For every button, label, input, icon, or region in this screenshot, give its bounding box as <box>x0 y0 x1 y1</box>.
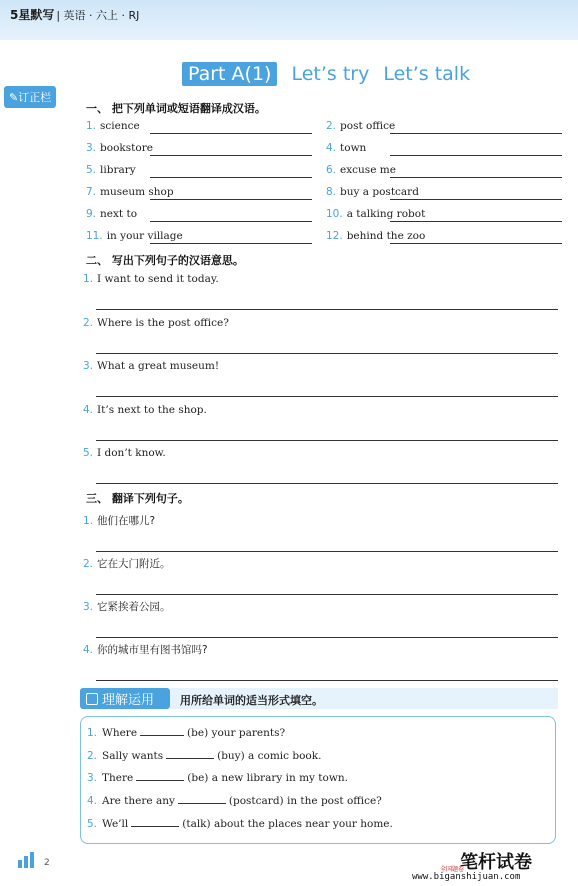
answer-line[interactable] <box>150 133 312 134</box>
vocab-text: a talking robot <box>346 208 426 220</box>
section4-instruction: 用所给单词的适当形式填空。 <box>180 694 323 707</box>
watermark-tiny: 全国题卷 <box>440 866 465 873</box>
watermark-name: 笔杆试卷 <box>460 852 532 873</box>
suffix-text: (talk) about the places near your home. <box>182 818 393 830</box>
item-number: 1. <box>83 515 94 527</box>
answer-line[interactable] <box>390 133 562 134</box>
section3-heading: 三、 翻译下列句子。 <box>86 492 189 505</box>
item-number: 2. <box>83 558 94 570</box>
item-number: 3. <box>87 772 98 784</box>
item-number: 4. <box>326 142 337 154</box>
vocab-item <box>326 230 425 242</box>
item-number: 11. <box>86 230 103 242</box>
item-number: 8. <box>326 186 337 198</box>
correction-tab: ✎订正栏 <box>4 86 56 108</box>
question-item <box>83 360 219 372</box>
answer-line[interactable] <box>390 243 562 244</box>
fill-item <box>87 727 285 739</box>
item-number: 1. <box>87 727 98 739</box>
item-number: 3. <box>86 142 97 154</box>
answer-line[interactable] <box>150 221 312 222</box>
vocab-item <box>326 142 366 154</box>
item-number: 12. <box>326 230 343 242</box>
prefix-text: We’ll <box>102 818 129 830</box>
suffix-text: (buy) a comic book. <box>217 750 322 762</box>
part-label: Part A(1) <box>182 62 277 86</box>
vocab-text: behind the zoo <box>346 230 426 242</box>
title-lets-talk: Let’s talk <box>383 63 471 85</box>
fill-item <box>87 795 382 807</box>
vocab-item <box>326 164 396 176</box>
item-number: 4. <box>87 795 98 807</box>
vocab-text: town <box>340 142 367 154</box>
item-number: 1. <box>86 120 97 132</box>
vocab-item <box>86 142 153 154</box>
answer-line[interactable] <box>150 243 312 244</box>
vocab-text: excuse me <box>340 164 396 176</box>
answer-line[interactable] <box>150 155 312 156</box>
vocab-item <box>86 230 183 242</box>
item-number: 5. <box>86 164 97 176</box>
answer-line[interactable] <box>96 637 558 638</box>
fill-item <box>87 818 393 830</box>
item-number: 2. <box>83 317 94 329</box>
prefix-text: Where <box>102 727 138 739</box>
title-lets-try: Let’s try <box>291 63 370 85</box>
vocab-text: post office <box>340 120 396 132</box>
section1-heading: 一、 把下列单词或短语翻译成汉语。 <box>86 102 266 115</box>
answer-line[interactable] <box>390 199 562 200</box>
suffix-text: (be) a new library in my town. <box>187 772 348 784</box>
question-text: 它紧挨着公园。 <box>97 601 171 613</box>
vocab-text: bookstore <box>100 142 153 154</box>
vocab-item <box>326 120 395 132</box>
pencil-icon <box>86 693 98 705</box>
vocab-item <box>86 120 140 132</box>
section4-badge: 理解运用 <box>80 688 170 709</box>
section2-heading: 二、 写出下列句子的汉语意思。 <box>86 254 244 267</box>
watermark-url: www.biganshijuan.com <box>412 872 521 882</box>
answer-line[interactable] <box>150 199 312 200</box>
blank-input[interactable] <box>178 803 226 804</box>
question-item <box>83 317 229 329</box>
item-number: 5. <box>87 818 98 830</box>
answer-line[interactable] <box>96 483 558 484</box>
fill-item <box>87 772 348 784</box>
question-text: 它在大门附近。 <box>97 558 171 570</box>
item-number: 4. <box>83 404 94 416</box>
item-number: 3. <box>83 601 94 613</box>
vocab-item <box>86 186 174 198</box>
answer-line[interactable] <box>96 353 558 354</box>
question-text: It’s next to the shop. <box>97 404 207 416</box>
vocab-item <box>326 186 419 198</box>
vocab-text: science <box>100 120 140 132</box>
item-number: 4. <box>83 644 94 656</box>
answer-line[interactable] <box>96 396 558 397</box>
vocab-item <box>326 208 425 220</box>
answer-line[interactable] <box>96 551 558 552</box>
answer-line[interactable] <box>96 309 558 310</box>
question-item <box>83 404 207 416</box>
footer-logo <box>18 852 50 868</box>
blank-input[interactable] <box>131 826 179 827</box>
question-text: 你的城市里有图书馆吗? <box>97 644 208 656</box>
question-item <box>83 273 219 285</box>
item-number: 1. <box>83 273 94 285</box>
question-text: Where is the post office? <box>97 317 229 329</box>
vocab-text: buy a postcard <box>340 186 419 198</box>
book-brand: 5星默写 | 英语 · 六上 · RJ <box>10 8 140 22</box>
item-number: 7. <box>86 186 97 198</box>
bars-icon <box>18 852 34 868</box>
answer-line[interactable] <box>150 177 312 178</box>
answer-line[interactable] <box>390 155 562 156</box>
fill-item <box>87 750 321 762</box>
prefix-text: Are there any <box>102 795 175 807</box>
question-text: I want to send it today. <box>97 273 219 285</box>
suffix-text: (postcard) in the post office? <box>228 795 382 807</box>
vocab-text: library <box>100 164 136 176</box>
question-item <box>83 556 171 571</box>
page-title <box>182 62 470 86</box>
blank-input[interactable] <box>136 780 184 781</box>
prefix-text: Sally wants <box>102 750 164 762</box>
item-number: 6. <box>326 164 337 176</box>
blank-input[interactable] <box>140 735 184 736</box>
answer-line[interactable] <box>96 680 558 681</box>
item-number: 5. <box>83 447 94 459</box>
vocab-text: museum shop <box>100 186 174 198</box>
question-item <box>83 599 171 614</box>
question-text: I don’t know. <box>97 447 166 459</box>
item-number: 10. <box>326 208 343 220</box>
vocab-item <box>86 164 136 176</box>
question-item <box>83 642 208 657</box>
item-number: 2. <box>326 120 337 132</box>
suffix-text: (be) your parents? <box>187 727 286 739</box>
page-number: 2 <box>44 858 50 868</box>
prefix-text: There <box>102 772 134 784</box>
question-item <box>83 447 166 459</box>
question-text: 他们在哪儿? <box>97 515 156 527</box>
answer-line[interactable] <box>96 440 558 441</box>
answer-line[interactable] <box>390 221 562 222</box>
item-number: 3. <box>83 360 94 372</box>
question-item <box>83 513 155 528</box>
vocab-text: next to <box>100 208 138 220</box>
item-number: 9. <box>86 208 97 220</box>
vocab-item <box>86 208 137 220</box>
blank-input[interactable] <box>166 758 214 759</box>
answer-line[interactable] <box>96 594 558 595</box>
item-number: 2. <box>87 750 98 762</box>
answer-line[interactable] <box>390 177 562 178</box>
vocab-text: in your village <box>106 230 183 242</box>
question-text: What a great museum! <box>97 360 220 372</box>
